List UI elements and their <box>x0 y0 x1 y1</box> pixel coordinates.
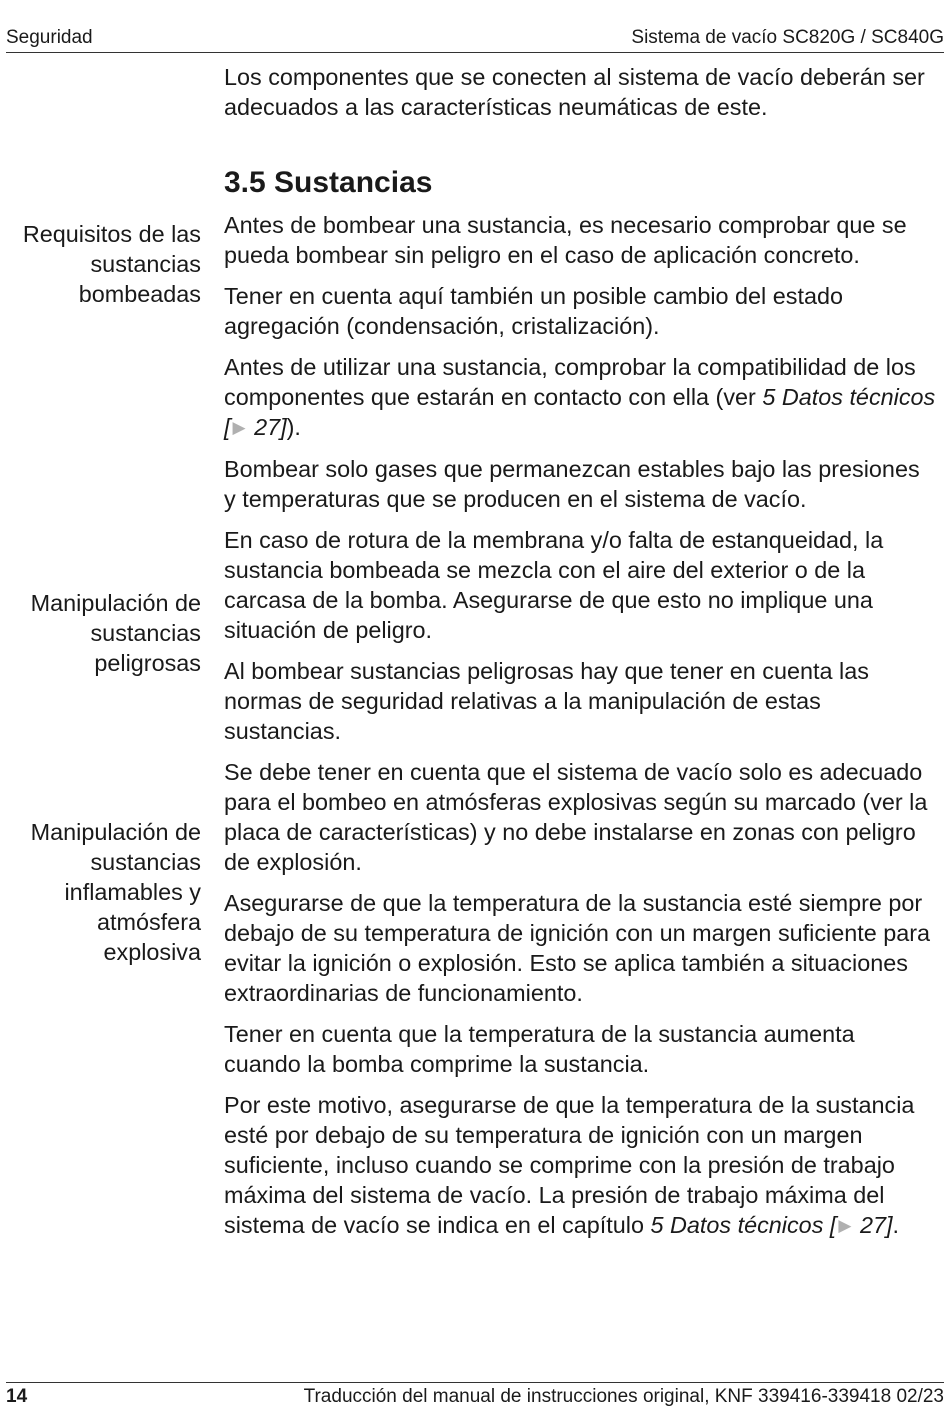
side-label-peligrosas: Manipulación de sustancias peligrosas <box>30 590 201 676</box>
header-product: Sistema de vacío SC820G / SC840G <box>631 27 944 48</box>
footer-doc-title: Traducción del manual de instrucciones original, KNF 339416-339418 02/23 <box>303 1386 944 1407</box>
cross-reference-label: 5 Datos técnicos [ <box>224 384 936 440</box>
page-footer <box>6 1382 944 1407</box>
paragraph-3 <box>224 352 936 443</box>
page-arrow-icon: ▶ <box>232 418 246 437</box>
paragraph-10-end: . <box>892 1212 899 1238</box>
paragraph-8: Asegurarse de que la temperatura de la sustancia esté siempre por debajo de su temperatura de ignición con un margen suficiente para evitar la ignición o explosión. Esto se aplica también a situaciones extraordinarias de funcionamiento. <box>224 890 931 1006</box>
paragraph-4: Bombear solo gases que permanezcan estables bajo las presiones y temperaturas que se producen en el sistema de vacío. <box>224 456 920 512</box>
paragraph-10 <box>224 1090 936 1241</box>
paragraph-5: En caso de rotura de la membrana y/o falta de estanqueidad, la sustancia bombeada se mezcla con el aire del exterior o de la carcasa de la bomba. Asegurarse de que esto no implique una situación de peligro. <box>224 527 884 643</box>
paragraph-10-text: Por este motivo, asegurarse de que la temperatura de la sustancia esté por debajo de su temperatura de ignición con un margen suficiente, incluso cuando se comprime con la presión de trabajo máxima del sistema de vacío. La presión de trabajo máxima del sistema de vacío se indica en el capítulo <box>224 1092 915 1238</box>
paragraph-3-end: ). <box>286 414 301 440</box>
section-title: 3.5 Sustancias <box>224 166 433 199</box>
paragraph-1: Antes de bombear una sustancia, es necesario comprobar que se pueda bombear sin peligro en el caso de aplicación concreto. <box>224 212 907 268</box>
paragraph-9: Tener en cuenta que la temperatura de la sustancia aumenta cuando la bomba comprime la sustancia. <box>224 1021 855 1077</box>
main-content <box>224 62 936 1252</box>
paragraph-3-text: Antes de utilizar una sustancia, comprobar la compatibilidad de los componentes que estarán en contacto con ella (ver <box>224 354 916 410</box>
paragraph-7: Se debe tener en cuenta que el sistema de vacío solo es adecuado para el bombeo en atmósferas explosivas según su marcado (ver la placa de características) y no debe instalarse en zonas con peligro de explosión. <box>224 759 928 875</box>
side-label-inflamables: Manipulación de sustancias inflamables y atmósfera explosiva <box>30 819 201 965</box>
page-arrow-icon: ▶ <box>838 1216 852 1235</box>
intro-paragraph: Los componentes que se conecten al sistema de vacío deberán ser adecuados a las características neumáticas de este. <box>224 64 925 120</box>
header-section: Seguridad <box>6 27 93 48</box>
page-header <box>6 26 944 53</box>
cross-reference-link[interactable] <box>650 1212 892 1238</box>
paragraph-2: Tener en cuenta aquí también un posible cambio del estado agregación (condensación, cristalización). <box>224 283 843 339</box>
side-label-requisitos: Requisitos de las sustancias bombeadas <box>22 221 201 307</box>
page-number: 14 <box>6 1386 28 1407</box>
paragraph-6: Al bombear sustancias peligrosas hay que tener en cuenta las normas de seguridad relativas a la manipulación de estas sustancias. <box>224 658 869 744</box>
cross-reference-page: 27] <box>853 1212 893 1238</box>
cross-reference-page: 27] <box>247 414 287 440</box>
cross-reference-label: 5 Datos técnicos [ <box>650 1212 837 1238</box>
